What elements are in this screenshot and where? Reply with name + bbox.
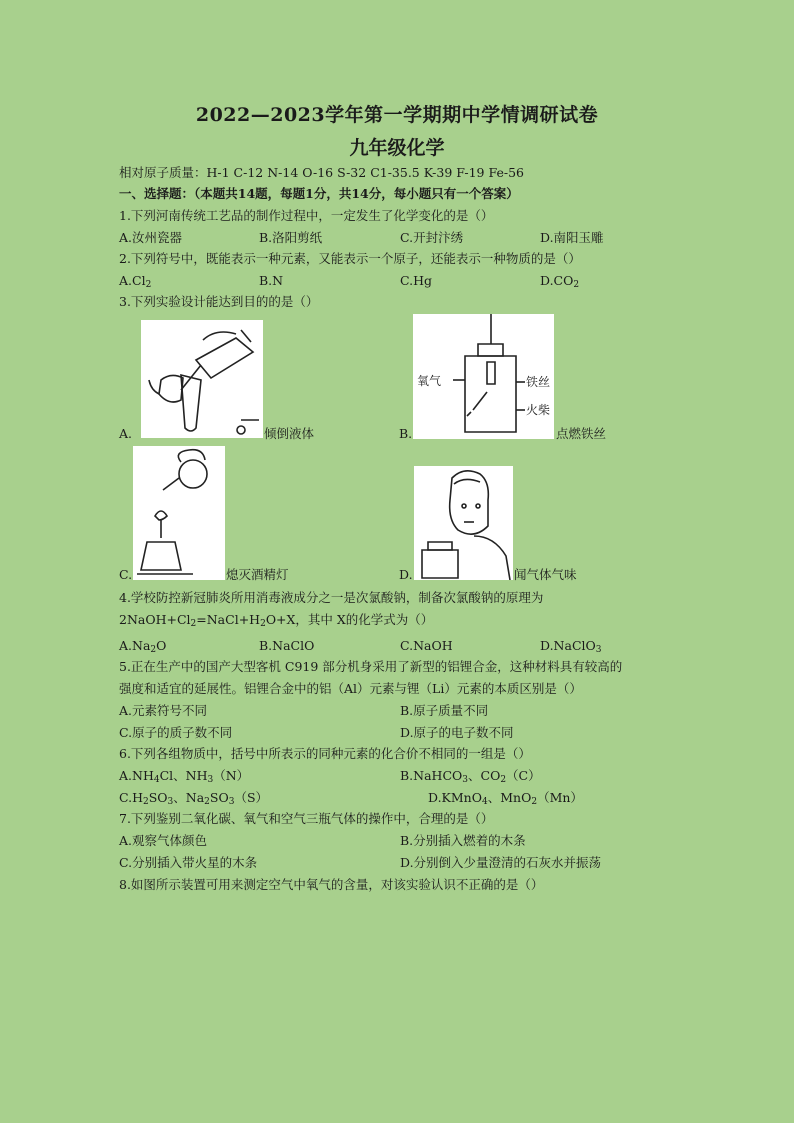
q8-stem: 8.如图所示装置可用来测定空气中氧气的含量，对该实验认识不正确的是（） xyxy=(119,877,544,892)
atomic-masses: 相对原子质量：H-1 C-12 N-14 O-16 S-32 C1-35.5 K-39 F-19 Fe-56 xyxy=(119,165,524,180)
q3-option-b-caption: 点燃铁丝 xyxy=(556,426,607,441)
q3-option-d-caption: 闻气体气味 xyxy=(514,567,577,582)
q3-option-a-caption: 倾倒液体 xyxy=(264,426,315,441)
label-iron-wire: 铁丝 xyxy=(526,375,551,389)
q1-option-a: A.汝州瓷器 xyxy=(119,230,183,245)
label-match: 火柴 xyxy=(526,403,551,417)
q7-option-a: A.观察气体颜色 xyxy=(119,833,208,848)
q1-stem: 1.下列河南传统工艺品的制作过程中，一定发生了化学变化的是（） xyxy=(119,208,494,223)
q1-option-d: D.南阳玉雕 xyxy=(540,230,604,245)
q4-equation: $2NaOH+Cl_2=NaCl+H_2O+X$，其中 X的化学式为（） xyxy=(119,612,434,629)
q4-option-d: D.NaClO$_3$ xyxy=(540,638,602,655)
label-oxygen: 氧气 xyxy=(417,374,442,388)
q3-option-b-letter: B. xyxy=(399,426,413,441)
exam-title: 2022—2023学年第一学期期中学情调研试卷 xyxy=(195,104,599,126)
q7-stem: 7.下列鉴别二氧化碳、氧气和空气三瓶气体的操作中，合理的是（） xyxy=(119,811,494,826)
q4-stem: 4.学校防控新冠肺炎所用消毒液成分之一是次氯酸钠，制备次氯酸钠的原理为 xyxy=(119,590,544,605)
q2-option-c: C.Hg xyxy=(400,273,432,288)
q7-option-b: B.分别插入燃着的木条 xyxy=(400,833,526,848)
q5-stem-line-1: 5.正在生产中的国产大型客机 C919 部分机身采用了新型的铝锂合金，这种材料具有较高的 xyxy=(119,659,623,674)
q3-option-d-letter: D. xyxy=(399,567,413,582)
q1-option-c: C.开封汴绣 xyxy=(400,230,464,245)
section-heading: 一、选择题：（本题共14题，每题1分，共14分，每小题只有一个答案） xyxy=(119,186,519,201)
q2-option-b: B.N xyxy=(259,273,284,288)
q4-option-b: B.NaClO xyxy=(259,638,315,653)
q5-option-c: C.原子的质子数不同 xyxy=(119,725,233,740)
figure-burning-iron-wire xyxy=(413,314,554,439)
q6-option-d: D.KMnO$_4$、MnO$_2$（Mn） xyxy=(428,790,583,807)
q7-option-d: D.分别倒入少量澄清的石灰水并振荡 xyxy=(400,855,602,870)
q4-option-c: C.NaOH xyxy=(400,638,453,653)
q7-option-c: C.分别插入带火星的木条 xyxy=(119,855,258,870)
q2-option-d: $D.CO_2$ xyxy=(540,273,580,290)
q3-option-a-letter: A. xyxy=(119,426,133,441)
q2-option-a: $A.Cl_2$ xyxy=(119,273,152,290)
q4-option-a: $A.Na_2O$ xyxy=(119,638,167,655)
q3-stem: 3.下列实验设计能达到目的的是（） xyxy=(119,294,319,309)
q1-option-b: B.洛阳剪纸 xyxy=(259,230,323,245)
q5-option-d: D.原子的电子数不同 xyxy=(400,725,514,740)
figure-alcohol-lamp xyxy=(133,446,225,580)
q6-option-b: B.NaHCO$_3$、$CO_2(C)$ xyxy=(400,768,541,785)
q5-option-b: B.原子质量不同 xyxy=(400,703,489,718)
q6-option-c: $C.H_2SO_3$、$Na_2SO_3(S)$ xyxy=(119,790,269,807)
figure-smelling-gas xyxy=(414,466,513,580)
exam-subtitle: 九年级化学 xyxy=(349,137,445,159)
q6-option-a: $A.NH_4Cl$、$NH_3(N)$ xyxy=(119,768,250,785)
figure-pouring-liquid xyxy=(141,320,263,438)
q5-option-a: A.元素符号不同 xyxy=(119,703,208,718)
q3-option-c-letter: C. xyxy=(119,567,133,582)
q2-stem: 2.下列符号中，既能表示一种元素，又能表示一个原子，还能表示一种物质的是（） xyxy=(119,251,581,266)
q6-stem: 6.下列各组物质中，括号中所表示的同种元素的化合价不相同的一组是（） xyxy=(119,746,531,761)
q3-option-c-caption: 熄灭酒精灯 xyxy=(226,567,289,582)
q5-stem-line-2: 强度和适宜的延展性。铝锂合金中的铝（Al）元素与锂（Li）元素的本质区别是（） xyxy=(119,681,582,696)
